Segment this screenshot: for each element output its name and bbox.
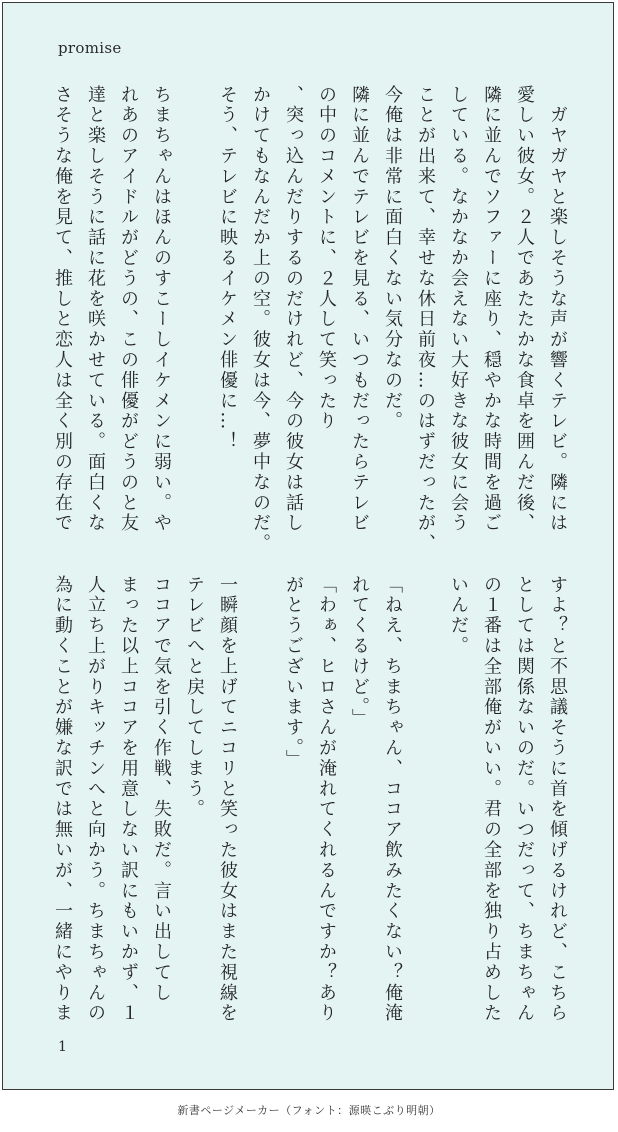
text-block-top [46,85,574,555]
text-line: れあのアイドルがどうの、この俳優がどうのと友 [118,85,139,534]
text-line: さそうな俺を見て、推しと恋人は全く別の存在で [52,85,73,534]
text-line: している。なかなか会えない大好きな彼女に会う [448,85,469,534]
text-line: がとうございます。」 [283,575,304,770]
text-line: 「ねえ、ちまちゃん、ココア飲みたくない？俺淹 [382,575,403,1024]
page-frame [2,2,614,1090]
text-line: 一瞬顔を上げてニコリと笑った彼女はまた視線を [217,575,238,1024]
page-title: promise [58,39,122,57]
text-line: ことが出来て、幸せな休日前夜…のはずだったが、 [415,85,436,555]
text-line: の中のコメントに、２人して笑ったり [316,85,337,432]
blank-line [409,575,442,1015]
text-line: の１番は全部俺がいい。君の全部を独り占めした [481,575,502,1024]
text-line: ちまちゃんはほんのすこーしイケメンに弱い。や [151,85,172,534]
text-line: ガヤガヤと楽しそうな声が響くテレビ。隣には [547,85,568,534]
blank-line [178,85,211,525]
text-line: ココアで気を引く作戦、失敗だ。言い出してし [151,575,172,1004]
text-line: いんだ。 [448,575,469,657]
text-line: 、突っ込んだりするのだけれど、今の彼女は話し [283,85,304,534]
footer-credit: 新書ページメーカー（フォント：源暎こぶり明朝） [177,1104,441,1117]
text-line: すよ？と不思議そうに首を傾げるけれど、こちら [547,575,568,1024]
text-line: 隣に並んでソファーに座り、穏やかな時間を過ご [481,85,502,534]
text-line: 為に動くことが嫌な訳では無いが、一緒にやりま [52,575,73,1024]
text-line: 愛しい彼女。２人であたたかな食卓を囲んだ後、 [514,85,535,534]
blank-line [244,575,277,1015]
text-line: 人立ち上がりキッチンへと向かう。ちまちゃんの [85,575,106,1024]
text-line: そう、テレビに映るイケメン俳優に…！ [217,85,238,453]
text-line: テレビへと戻してしまう。 [184,575,205,820]
text-line: かけてもなんだか上の空。彼女は今、夢中なのだ。 [250,85,271,555]
text-block-bottom [46,575,574,1024]
text-line: 隣に並んでテレビを見る、いつもだったらテレビ [349,85,370,534]
text-line: 今俺は非常に面白くない気分なのだ。 [382,85,403,432]
text-line: まった以上ココアを用意しない訳にもいかず、１ [118,575,139,1024]
text-line: 達と楽しそうに話に花を咲かせている。面白くな [85,85,106,534]
text-line: 「わぁ、ヒロさんが淹れてくれるんですか？あり [316,575,337,1024]
text-line: としては関係ないのだ。いつだって、ちまちゃん [514,575,535,1024]
text-line: れてくるけど。」 [349,575,370,730]
page-number: 1 [58,1039,67,1055]
